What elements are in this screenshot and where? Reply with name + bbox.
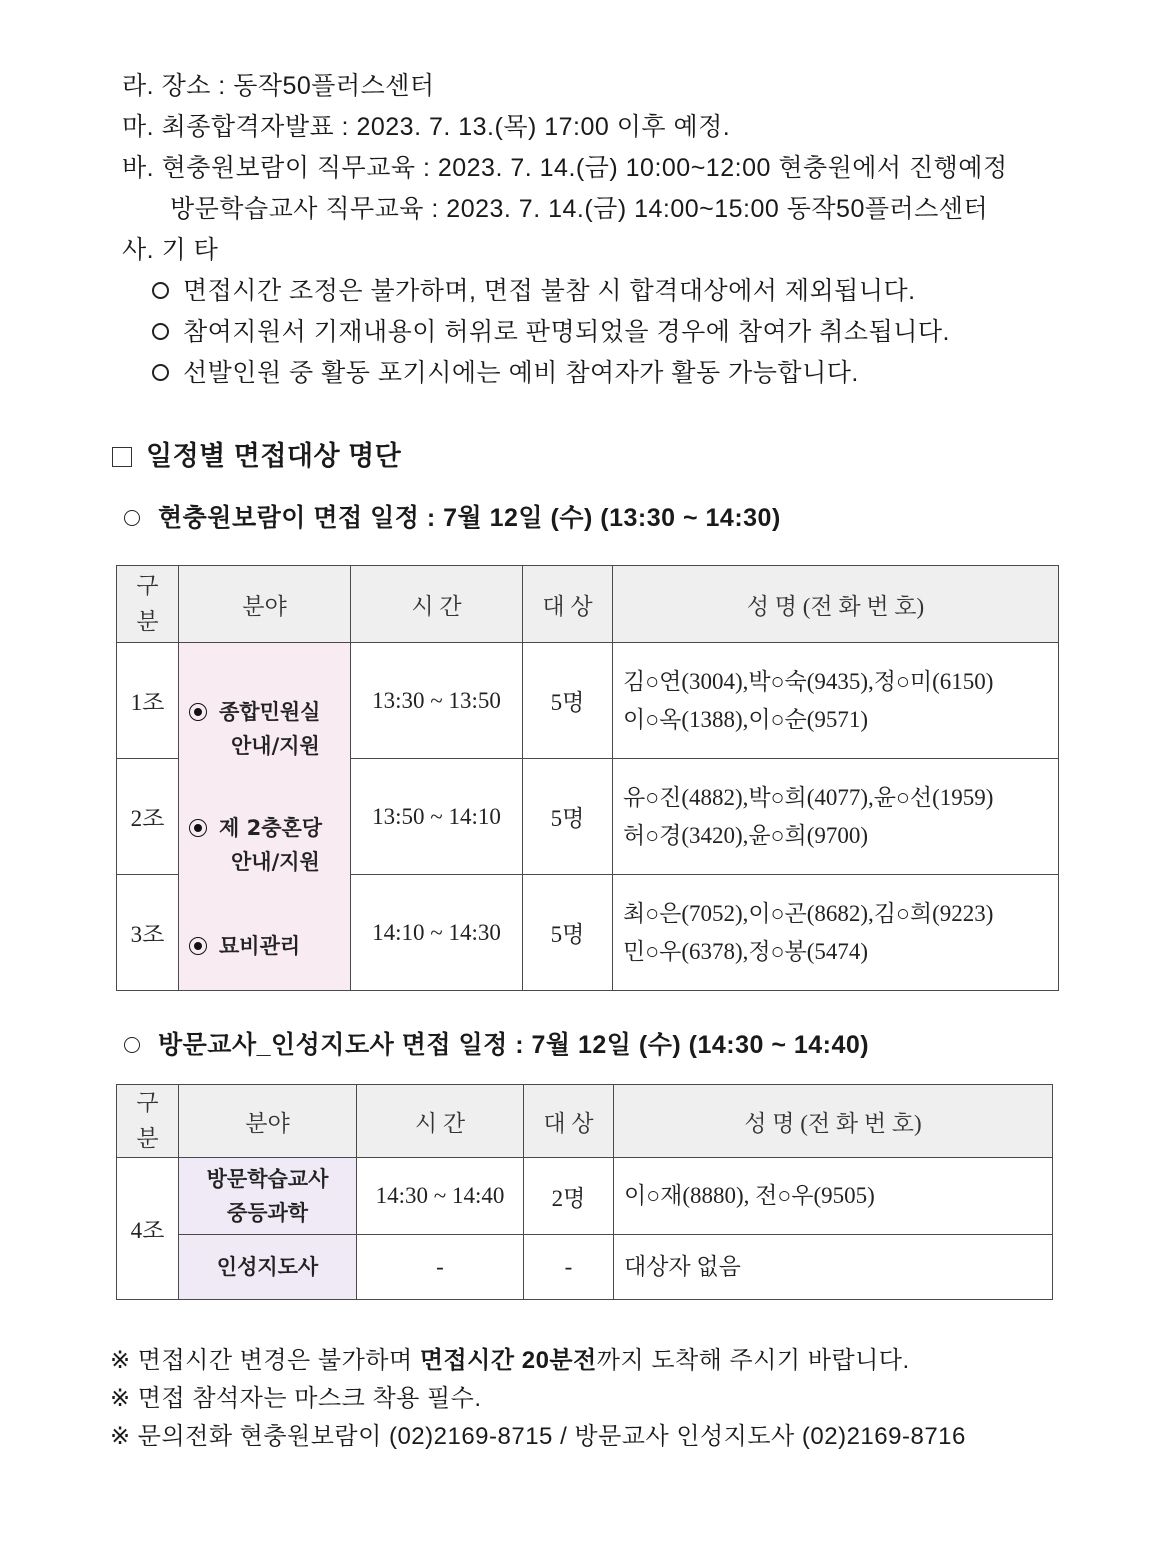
reference-mark-icon: ※	[110, 1423, 131, 1450]
header-field: 분야	[179, 566, 351, 643]
table-header-row	[117, 1085, 1053, 1158]
table-header-row	[117, 566, 1059, 643]
etc-bullet: 참여지원서 기재내용이 허위로 판명되었을 경우에 참여가 취소됩니다.	[152, 316, 950, 348]
notice-marker: 바.	[122, 154, 155, 182]
header-names: 성 명 (전 화 번 호)	[614, 1085, 1053, 1158]
header-field: 분야	[179, 1085, 357, 1158]
section-title: 일정별 면접대상 명단	[112, 440, 401, 472]
notice-item-location	[122, 70, 435, 102]
group-cell: 2조	[117, 759, 179, 875]
footnote-arrival: ※ 면접시간 변경은 불가하며 면접시간 20분전까지 도착해 주시기 바랍니다.	[110, 1347, 910, 1374]
circle-bullet-icon	[124, 510, 140, 526]
table-row	[117, 643, 1059, 759]
time-cell: 13:50 ~ 14:10	[351, 759, 523, 875]
time-cell: 13:30 ~ 13:50	[351, 643, 523, 759]
time-cell: 14:30 ~ 14:40	[357, 1158, 524, 1235]
count-cell: 2명	[524, 1158, 614, 1235]
notice-text: 방문학습교사 직무교육 : 2023. 7. 14.(금) 14:00~15:00 동작50플러스센터	[170, 195, 989, 223]
circle-bullet-icon	[152, 323, 169, 340]
field-item: 종합민원실 안내/지원	[179, 695, 350, 763]
radio-selected-icon	[189, 937, 207, 955]
circle-bullet-icon	[152, 282, 169, 299]
notice-marker: 마.	[122, 113, 155, 141]
names-cell: 김○연(3004),박○숙(9435),정○미(6150) 이○옥(1388),이○순(9571)	[613, 643, 1059, 759]
header-time: 시 간	[351, 566, 523, 643]
interview-table-2	[116, 1084, 1053, 1300]
checkbox-square-icon	[112, 447, 132, 467]
table-row	[117, 1235, 1053, 1300]
count-cell: 5명	[523, 759, 613, 875]
table2-title: 방문교사_인성지도사 면접 일정 : 7월 12일 (수) (14:30 ~ 14:40)	[124, 1029, 869, 1061]
group-cell: 3조	[117, 875, 179, 991]
table1-title: 현충원보람이 면접 일정 : 7월 12일 (수) (13:30 ~ 14:30)	[124, 502, 781, 534]
group-cell: 1조	[117, 643, 179, 759]
notice-item-announcement	[122, 111, 730, 143]
notice-text: 최종합격자발표 : 2023. 7. 13.(목) 17:00 이후 예정.	[161, 113, 731, 141]
circle-bullet-icon	[152, 364, 169, 381]
time-cell: -	[357, 1235, 524, 1300]
footnote-emphasis: 면접시간 20분전	[419, 1347, 597, 1374]
header-group: 구 분	[117, 1085, 179, 1158]
field-cell	[179, 643, 351, 991]
notice-marker: 라.	[122, 72, 155, 100]
names-cell: 유○진(4882),박○희(4077),윤○선(1959) 허○경(3420),윤○희(9700)	[613, 759, 1059, 875]
reference-mark-icon: ※	[110, 1347, 131, 1374]
count-cell: -	[524, 1235, 614, 1300]
names-cell: 최○은(7052),이○곤(8682),김○희(9223) 민○우(6378),정○봉(5474)	[613, 875, 1059, 991]
etc-bullet: 면접시간 조정은 불가하며, 면접 불참 시 합격대상에서 제외됩니다.	[152, 275, 916, 307]
time-cell: 14:10 ~ 14:30	[351, 875, 523, 991]
field-item: 제 2충혼당 안내/지원	[179, 811, 350, 879]
notice-item-training-2	[170, 193, 988, 225]
notice-item-etc	[122, 234, 218, 266]
notice-item-training-1	[122, 152, 1008, 184]
header-names: 성 명 (전 화 번 호)	[613, 566, 1059, 643]
reference-mark-icon: ※	[110, 1385, 131, 1412]
header-group: 구 분	[117, 566, 179, 643]
circle-bullet-icon	[124, 1037, 140, 1053]
notice-text: 현충원보람이 직무교육 : 2023. 7. 14.(금) 10:00~12:00 현충원에서 진행예정	[161, 154, 1008, 182]
header-time: 시 간	[357, 1085, 524, 1158]
count-cell: 5명	[523, 643, 613, 759]
notice-text: 기 타	[161, 236, 219, 264]
radio-selected-icon	[189, 819, 207, 837]
names-cell: 이○재(8880), 전○우(9505)	[614, 1158, 1053, 1235]
etc-bullet: 선발인원 중 활동 포기시에는 예비 참여자가 활동 가능합니다.	[152, 357, 859, 389]
field-cell: 방문학습교사 중등과학	[179, 1158, 357, 1235]
header-count: 대 상	[523, 566, 613, 643]
count-cell: 5명	[523, 875, 613, 991]
group-cell: 4조	[117, 1158, 179, 1300]
notice-marker: 사.	[122, 236, 155, 264]
field-cell: 인성지도사	[179, 1235, 357, 1300]
interview-table-1	[116, 565, 1059, 991]
footnote-contact: ※ 문의전화 현충원보람이 (02)2169-8715 / 방문교사 인성지도사 (02)2169-8716	[110, 1423, 966, 1450]
table-row	[117, 1158, 1053, 1235]
radio-selected-icon	[189, 703, 207, 721]
header-count: 대 상	[524, 1085, 614, 1158]
notice-text: 장소 : 동작50플러스센터	[161, 72, 435, 100]
footnote-mask: ※ 면접 참석자는 마스크 착용 필수.	[110, 1385, 482, 1412]
field-item: 묘비관리	[179, 929, 350, 963]
names-cell: 대상자 없음	[614, 1235, 1053, 1300]
